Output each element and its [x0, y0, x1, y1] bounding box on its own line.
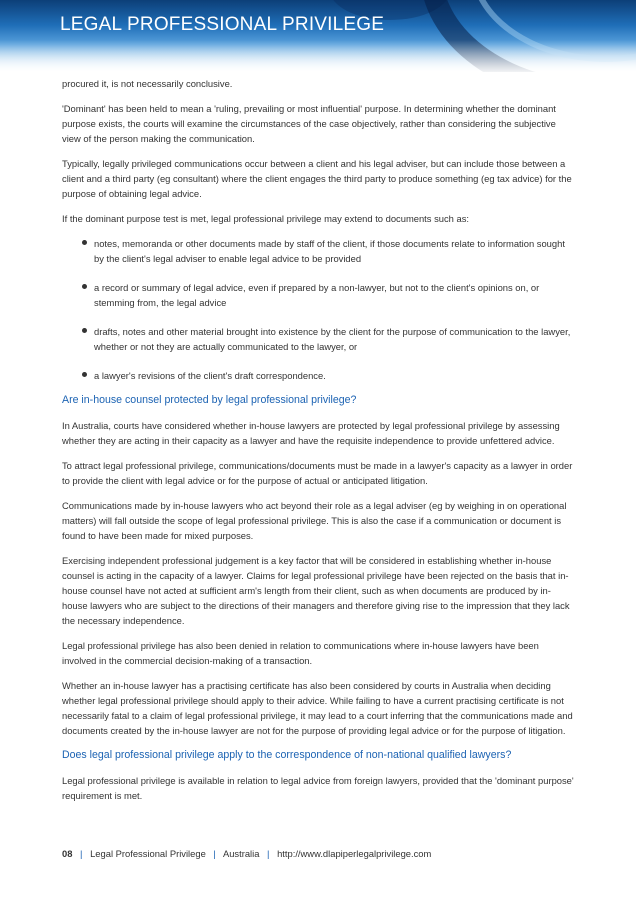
section-heading: Are in-house counsel protected by legal professional privilege?	[62, 394, 357, 406]
paragraph: 'Dominant' has been held to mean a 'ruling, prevailing or most influential' purpose. In determining whether the dominant purpose exists, the courts will examine the circumstances of the case objectively, rather than considering the subjective view of the person making the communication.	[62, 103, 556, 144]
footer-document-title: Legal Professional Privilege	[90, 848, 206, 859]
header-banner	[0, 0, 636, 72]
list-item	[62, 368, 574, 383]
bullet-icon	[82, 240, 87, 245]
page-title: LEGAL PROFESSIONAL PRIVILEGE	[60, 14, 385, 35]
paragraph: In Australia, courts have considered whether in-house lawyers are protected by legal professional privilege by assessing whether they are acting in their capacity as a lawyer and have the requisite independence to provide unfettered advice.	[62, 420, 560, 446]
paragraph: Legal professional privilege has also been denied in relation to communications where in-house lawyers have been involved in the commercial decision-making of a transaction.	[62, 640, 539, 666]
bullet-icon	[82, 284, 87, 289]
page-number: 08	[62, 848, 73, 859]
footer-url[interactable]: http://www.dlapiperlegalprivilege.com	[277, 848, 432, 859]
paragraph: Communications made by in-house lawyers who act beyond their role as a legal adviser (eg by weighing in on operational matters) will fall outside the scope of legal professional privilege. This is also the case if a communication or document is found to have been made for mixed purposes.	[62, 500, 567, 541]
paragraph: Exercising independent professional judgement is a key factor that will be considered in establishing whether in-house counsel is acting in the capacity of a lawyer. Claims for legal professional privilege have been rejected on the basis that in-house counsel have not acted at sufficient arm's length from their client, such as when documents are produced by in-house lawyers who are subject to the directions of their managers and therefore giving rise to the impression that they lack the necessary independence.	[62, 555, 570, 626]
bullet-icon	[82, 372, 87, 377]
list-item-text: notes, memoranda or other documents made by staff of the client, if those documents relate to information sought by the client's legal adviser to enable legal advice to be provided	[94, 238, 565, 264]
footer-separator: |	[80, 848, 83, 859]
footer-country: Australia	[222, 848, 260, 859]
bullet-icon	[82, 328, 87, 333]
footer-separator: |	[213, 848, 216, 859]
section-heading: Does legal professional privilege apply to the correspondence of non-national qualified lawyers?	[62, 749, 512, 761]
paragraph: Legal professional privilege is available in relation to legal advice from foreign lawyers, provided that the 'dominant purpose' requirement is met.	[62, 775, 574, 801]
page-footer	[62, 848, 431, 859]
paragraph: procured it, is not necessarily conclusive.	[62, 78, 233, 89]
paragraph: Typically, legally privileged communications occur between a client and his legal adviser, but can include those between a client and a third party (eg consultant) where the client engages the third party to produce something (eg tax advice) for the purpose of obtaining legal advice.	[62, 158, 572, 199]
list-item-text: a record or summary of legal advice, even if prepared by a non-lawyer, but not to the client's opinions on, or stemming from, the legal advice	[94, 282, 540, 308]
banner-fade	[0, 40, 636, 72]
paragraph: If the dominant purpose test is met, legal professional privilege may extend to documents such as:	[62, 213, 469, 224]
document-body	[62, 76, 574, 813]
list-item-text: a lawyer's revisions of the client's draft correspondence.	[94, 370, 326, 381]
paragraph: Whether an in-house lawyer has a practising certificate has also been considered by courts in Australia when deciding whether legal professional privilege should apply to their advice. While failing to have a current practising certificate is not necessarily fatal to a claim of legal professional privilege, it may lead to a court inferring that the communications made and documents created by the in-house lawyer are not for the purpose of providing legal advice or for the purpose of litigation.	[62, 680, 573, 736]
paragraph: To attract legal professional privilege, communications/documents must be made in a lawyer's capacity as a lawyer in order to provide the client with legal advice or for the purpose of actual or anticipated litigation.	[62, 460, 573, 486]
list-item-text: drafts, notes and other material brought into existence by the client for the purpose of communication to the lawyer, whether or not they are actually communicated to the lawyer, or	[94, 326, 571, 352]
list-item	[62, 236, 574, 266]
list-item	[62, 280, 574, 310]
list-item	[62, 324, 574, 354]
footer-separator: |	[267, 848, 270, 859]
bullet-list	[62, 236, 574, 383]
